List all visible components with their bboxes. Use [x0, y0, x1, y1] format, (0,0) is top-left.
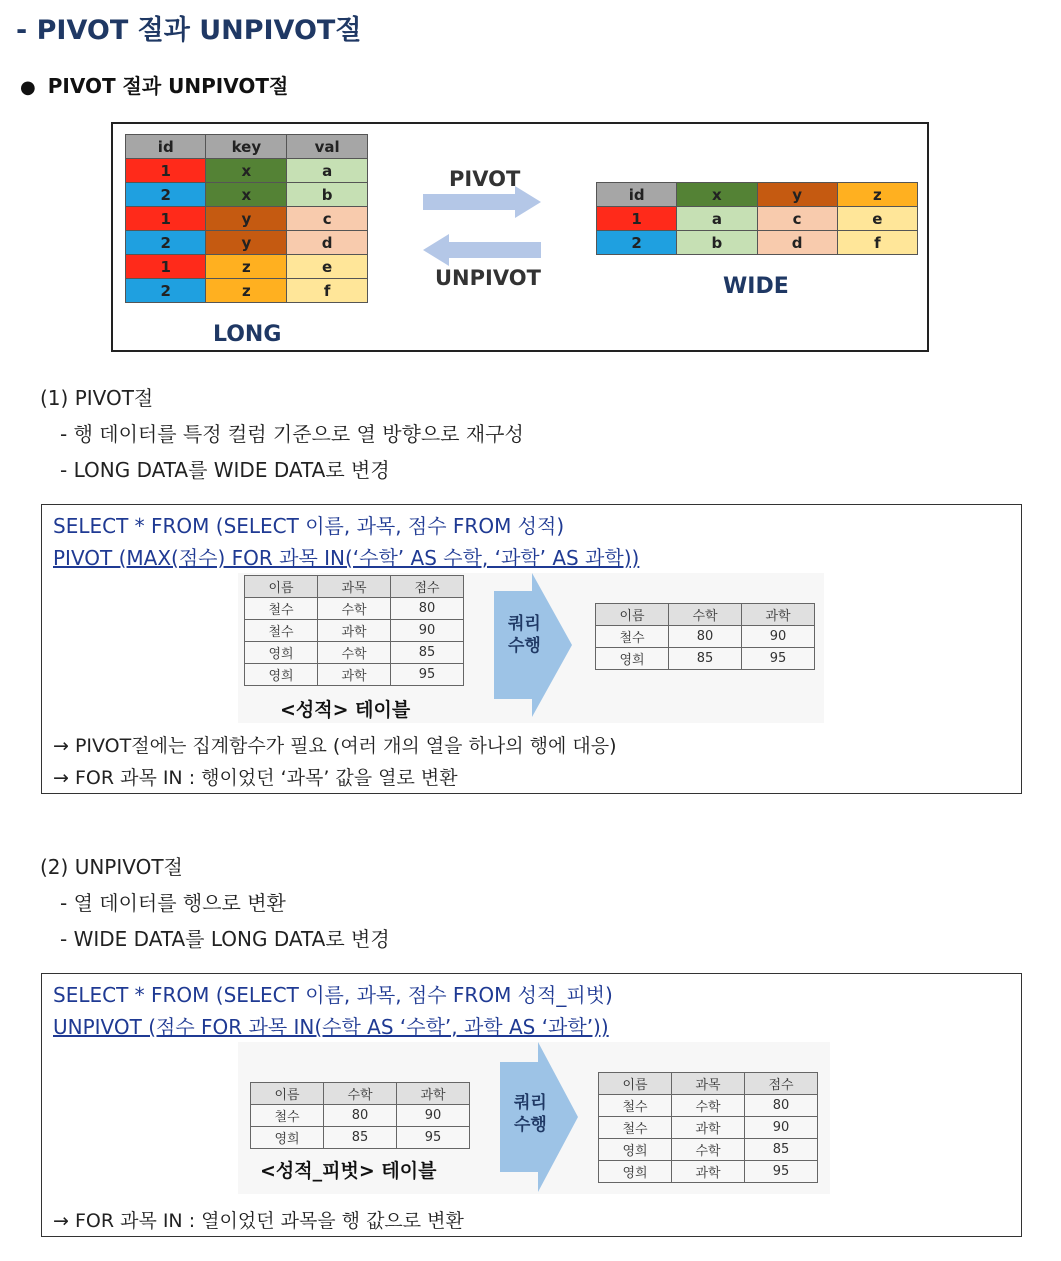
- pivot-example-box: [41, 504, 1022, 794]
- unpivot-label: UNPIVOT: [435, 266, 541, 290]
- table-cell: 영희: [596, 648, 669, 670]
- sql-line: SELECT * FROM (SELECT 이름, 과목, 점수 FROM 성적_피벗): [53, 983, 613, 1007]
- sql-line: PIVOT (MAX(점수) FOR 과목 IN(‘수학’ AS 수학, ‘과학’ AS 과학)): [53, 546, 640, 570]
- table-cell: 95: [745, 1161, 818, 1183]
- id-cell: 2: [126, 279, 206, 303]
- sql-line: SELECT * FROM (SELECT 이름, 과목, 점수 FROM 성적): [53, 514, 565, 538]
- query-arrow-line: 쿼리: [514, 1093, 547, 1113]
- key-cell: x: [206, 159, 287, 183]
- value-cell: b: [677, 231, 757, 255]
- table-row: [126, 159, 368, 183]
- table-row: [597, 231, 918, 255]
- header-cell: val: [287, 135, 368, 159]
- value-cell: e: [837, 207, 917, 231]
- unpivot-example-image: [238, 1042, 830, 1194]
- table-cell: 철수: [599, 1117, 672, 1139]
- key-cell: y: [206, 231, 287, 255]
- query-arrow-line: 수행: [508, 636, 541, 656]
- table-cell: 95: [391, 664, 464, 686]
- header-cell: 점수: [745, 1073, 818, 1095]
- header-cell: 이름: [245, 576, 318, 598]
- bullet-icon: ●: [20, 77, 36, 98]
- table-row: [599, 1161, 818, 1183]
- source-caption: <성적_피벗> 테이블: [260, 1160, 437, 1182]
- table-cell: 철수: [245, 620, 318, 642]
- key-cell: z: [206, 255, 287, 279]
- table-cell: 90: [742, 626, 815, 648]
- source-table: [250, 1082, 470, 1149]
- source-table-header: [245, 576, 464, 598]
- table-cell: 수학: [318, 642, 391, 664]
- header-cell: id: [126, 135, 206, 159]
- pivot-example-image: [238, 573, 824, 723]
- pivot-desc-line: - LONG DATA를 WIDE DATA로 변경: [60, 458, 390, 482]
- id-cell: 1: [597, 207, 677, 231]
- source-table-header: [251, 1083, 470, 1105]
- table-row: [599, 1117, 818, 1139]
- right-arrow-icon: [423, 186, 543, 218]
- table-cell: 과학: [672, 1117, 745, 1139]
- table-cell: 영희: [251, 1127, 324, 1149]
- header-cell: 과목: [318, 576, 391, 598]
- pivot-desc-line: - 행 데이터를 특정 컬럼 기준으로 열 방향으로 재구성: [60, 422, 524, 446]
- header-cell: 수학: [669, 604, 742, 626]
- table-row: [251, 1127, 470, 1149]
- header-cell: key: [206, 135, 287, 159]
- table-cell: 영희: [245, 642, 318, 664]
- table-row: [245, 620, 464, 642]
- wide-label: WIDE: [723, 274, 789, 299]
- header-cell: 수학: [324, 1083, 397, 1105]
- table-row: [251, 1105, 470, 1127]
- val-cell: d: [287, 231, 368, 255]
- page-title: - PIVOT 절과 UNPIVOT절: [16, 15, 362, 46]
- value-cell: d: [757, 231, 837, 255]
- table-cell: 80: [391, 598, 464, 620]
- table-cell: 철수: [245, 598, 318, 620]
- key-cell: y: [206, 207, 287, 231]
- wide-table: [596, 182, 918, 255]
- long-wide-diagram: [111, 122, 929, 352]
- table-row: [599, 1095, 818, 1117]
- table-cell: 영희: [599, 1139, 672, 1161]
- table-row: [126, 231, 368, 255]
- table-cell: 95: [397, 1127, 470, 1149]
- table-row: [245, 664, 464, 686]
- unpivot-heading: (2) UNPIVOT절: [40, 855, 183, 879]
- note-line: → FOR 과목 IN : 열이었던 과목을 행 값으로 변환: [53, 1210, 464, 1232]
- long-table: [125, 134, 368, 303]
- table-cell: 80: [745, 1095, 818, 1117]
- header-cell: z: [837, 183, 917, 207]
- table-cell: 85: [669, 648, 742, 670]
- val-cell: b: [287, 183, 368, 207]
- subtitle-text: PIVOT 절과 UNPIVOT절: [47, 74, 289, 98]
- val-cell: a: [287, 159, 368, 183]
- key-cell: z: [206, 279, 287, 303]
- id-cell: 2: [126, 231, 206, 255]
- id-cell: 2: [126, 183, 206, 207]
- table-row: [599, 1139, 818, 1161]
- table-row: [245, 642, 464, 664]
- table-row: [245, 598, 464, 620]
- long-table-header: [126, 135, 368, 159]
- pivot-label: PIVOT: [449, 167, 521, 191]
- note-line: → PIVOT절에는 집계함수가 필요 (여러 개의 열을 하나의 행에 대응): [53, 735, 617, 757]
- query-arrow-line: 수행: [514, 1115, 547, 1135]
- table-cell: 80: [669, 626, 742, 648]
- table-row: [126, 183, 368, 207]
- result-table: [595, 603, 815, 670]
- table-row: [126, 207, 368, 231]
- note-line: → FOR 과목 IN : 행이었던 ‘과목’ 값을 열로 변환: [53, 767, 458, 789]
- val-cell: c: [287, 207, 368, 231]
- left-arrow-icon: [423, 234, 543, 266]
- section-subtitle: [20, 70, 288, 99]
- header-cell: 과목: [672, 1073, 745, 1095]
- table-cell: 수학: [672, 1095, 745, 1117]
- unpivot-desc-line: - WIDE DATA를 LONG DATA로 변경: [60, 927, 390, 951]
- table-row: [126, 279, 368, 303]
- table-row: [596, 626, 815, 648]
- table-cell: 수학: [672, 1139, 745, 1161]
- table-cell: 수학: [318, 598, 391, 620]
- value-cell: c: [757, 207, 837, 231]
- table-cell: 90: [745, 1117, 818, 1139]
- table-row: [126, 255, 368, 279]
- table-cell: 철수: [251, 1105, 324, 1127]
- value-cell: a: [677, 207, 757, 231]
- pivot-heading: (1) PIVOT절: [40, 386, 154, 410]
- header-cell: 이름: [599, 1073, 672, 1095]
- table-cell: 90: [397, 1105, 470, 1127]
- table-cell: 과학: [318, 664, 391, 686]
- table-cell: 95: [742, 648, 815, 670]
- header-cell: 과학: [397, 1083, 470, 1105]
- table-cell: 철수: [599, 1095, 672, 1117]
- query-arrow-line: 쿼리: [508, 614, 541, 634]
- source-table: [244, 575, 464, 686]
- table-row: [596, 648, 815, 670]
- header-cell: 이름: [251, 1083, 324, 1105]
- table-row: [597, 207, 918, 231]
- id-cell: 1: [126, 255, 206, 279]
- query-arrow-text: [508, 613, 541, 657]
- val-cell: f: [287, 279, 368, 303]
- table-cell: 80: [324, 1105, 397, 1127]
- table-cell: 과학: [318, 620, 391, 642]
- id-cell: 2: [597, 231, 677, 255]
- val-cell: e: [287, 255, 368, 279]
- unpivot-desc-line: - 열 데이터를 행으로 변환: [60, 891, 286, 915]
- header-cell: y: [757, 183, 837, 207]
- sql-line: UNPIVOT (점수 FOR 과목 IN(수학 AS ‘수학’, 과학 AS ‘과학’)): [53, 1015, 609, 1039]
- table-cell: 90: [391, 620, 464, 642]
- table-cell: 과학: [672, 1161, 745, 1183]
- header-cell: 과학: [742, 604, 815, 626]
- long-label: LONG: [213, 322, 282, 347]
- header-cell: x: [677, 183, 757, 207]
- header-cell: id: [597, 183, 677, 207]
- result-table-header: [599, 1073, 818, 1095]
- query-arrow-text: [514, 1092, 547, 1136]
- header-cell: 이름: [596, 604, 669, 626]
- table-cell: 영희: [599, 1161, 672, 1183]
- key-cell: x: [206, 183, 287, 207]
- wide-table-header: [597, 183, 918, 207]
- id-cell: 1: [126, 159, 206, 183]
- source-caption: <성적> 테이블: [280, 699, 411, 721]
- unpivot-example-box: [41, 973, 1022, 1237]
- table-cell: 85: [745, 1139, 818, 1161]
- result-table-header: [596, 604, 815, 626]
- header-cell: 점수: [391, 576, 464, 598]
- value-cell: f: [837, 231, 917, 255]
- table-cell: 85: [391, 642, 464, 664]
- result-table: [598, 1072, 818, 1183]
- table-cell: 85: [324, 1127, 397, 1149]
- table-cell: 영희: [245, 664, 318, 686]
- table-cell: 철수: [596, 626, 669, 648]
- id-cell: 1: [126, 207, 206, 231]
